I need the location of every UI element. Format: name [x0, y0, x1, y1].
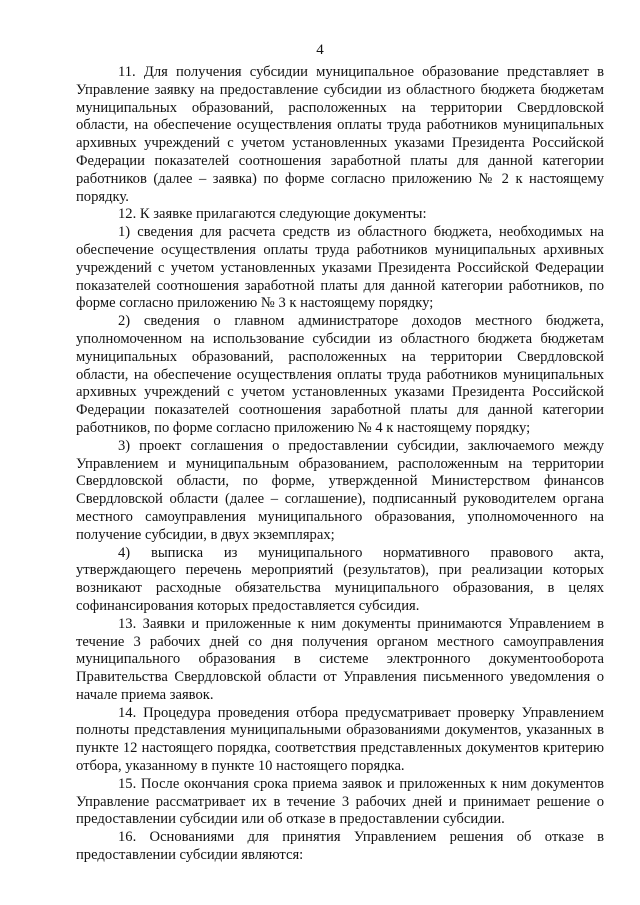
- paragraph-12-item-1: 1) сведения для расчета средств из областного бюджета, необходимых на обеспечение осуществления оплаты труда работников муниципальных архивных учреждений с учетом установленных указами Президента Российской Федерации показателей соотношения заработной платы для данной категории работников, по форме согласно приложению № 3 к настоящему порядку;: [76, 224, 604, 312]
- paragraph-16: 16. Основаниями для принятия Управлением решения об отказе в предоставлении субсидии являются:: [76, 829, 604, 864]
- paragraph-14: 14. Процедура проведения отбора предусматривает проверку Управлением полноты представления муниципальными образованиями документов, указанных в пункте 12 настоящего порядка, соответствия представленных документов критерию отбора, указанному в пункте 10 настоящего порядка.: [76, 704, 604, 775]
- paragraph-11: 11. Для получения субсидии муниципальное образование представляет в Управление заявку на предоставление субсидии из областного бюджета бюджетам муниципальных образований, расположенных на территории Свердловской области, на обеспечение осуществления оплаты труда работников муниципальных архивных учреждений с учетом установленных указами Президента Российской Федерации показателей соотношения заработной платы для данной категории работников (далее – заявка) по форме согласно приложению № 2 к настоящему порядку.: [76, 64, 604, 205]
- paragraph-12-item-4: 4) выписка из муниципального нормативного правового акта, утверждающего перечень мероприятий (результатов), при реализации которых возникают расходные обязательства муниципального образования, в целях софинансирования которых предоставляется субсидия.: [76, 544, 604, 614]
- paragraph-13: 13. Заявки и приложенные к ним документы принимаются Управлением в течение 3 рабочих дней со дня получения органом местного самоуправления муниципального образования в системе электронного документооборота Правительства Свердловской области от Управления письменного уведомления о начале приема заявок.: [76, 615, 604, 703]
- paragraph-15: 15. После окончания срока приема заявок и приложенных к ним документов Управление рассматривает их в течение 3 рабочих дней и принимает решение о предоставлении субсидии или об отказе в предоставлении субсидии.: [76, 775, 604, 828]
- paragraph-12-item-2: 2) сведения о главном администраторе доходов местного бюджета, уполномоченном на использование субсидии из областного бюджета бюджетам муниципальных образований, расположенных на территории Свердловской области, на обеспечение осуществления оплаты труда работников муниципальных архивных учреждений с учетом установленных указами Президента Российской Федерации показателей соотношения заработной платы для данной категории работников, по форме согласно приложению № 4 к настоящему порядку;: [76, 313, 604, 436]
- page-number: 4: [316, 42, 324, 58]
- document-body: [76, 64, 604, 865]
- paragraph-12-item-3: 3) проект соглашения о предоставлении субсидии, заключаемого между Управлением и муниципальным образованием, расположенным на территории Свердловской области, по форме, утвержденной Министерством финансов Свердловской области (далее – соглашение), подписанный руководителем органа местного самоуправления муниципального образования, уполномоченного на получение субсидии, в двух экземплярах;: [76, 437, 604, 543]
- paragraph-12: 12. К заявке прилагаются следующие документы:: [118, 206, 427, 223]
